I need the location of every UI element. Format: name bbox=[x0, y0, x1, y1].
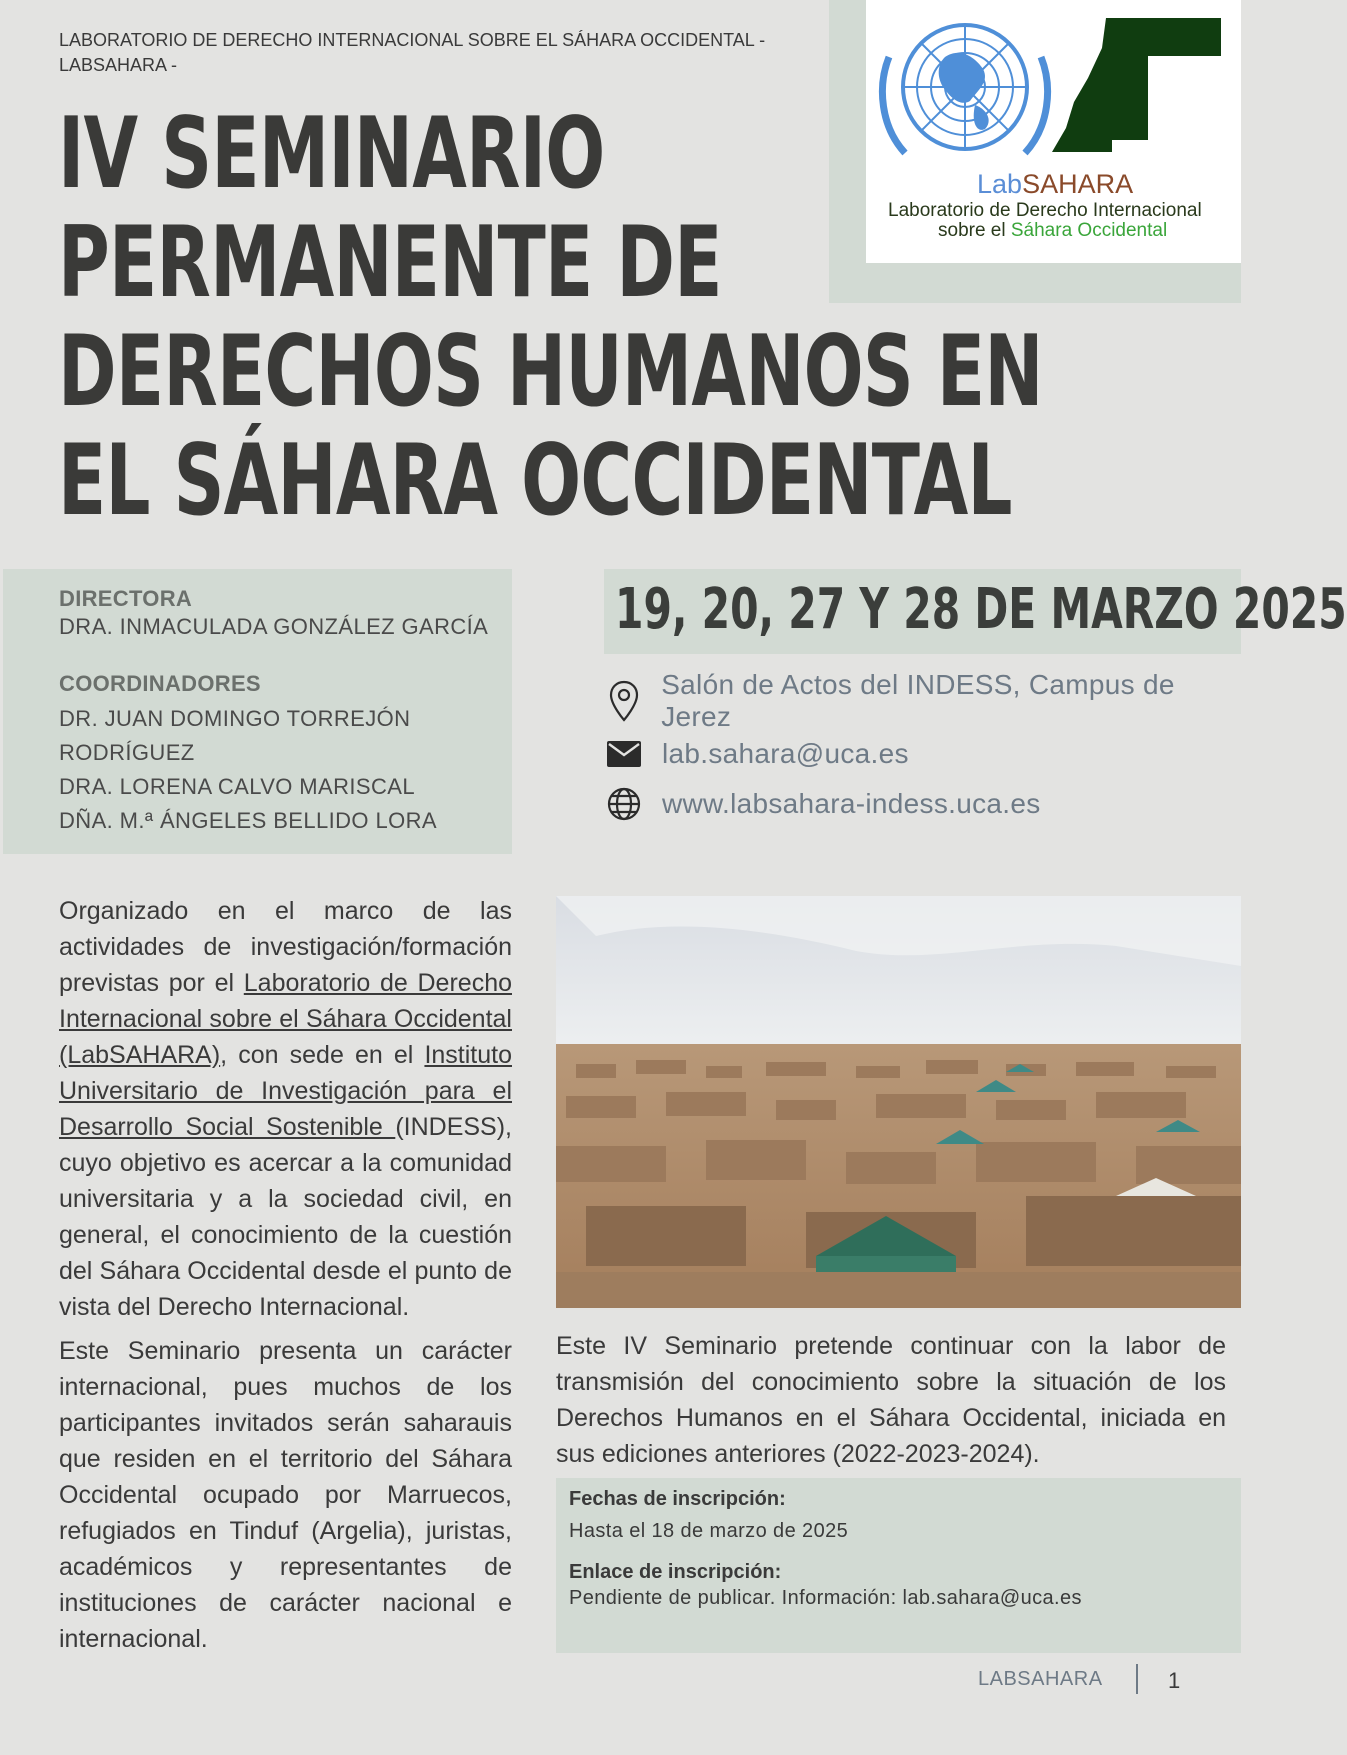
footer-label: LABSAHARA bbox=[978, 1668, 1103, 1690]
coordinators-list bbox=[59, 702, 437, 838]
email-link[interactable]: lab.sahara@uca.es bbox=[662, 738, 909, 769]
labsahara-link[interactable]: Laboratorio de Derecho Internacional sobre el Sáhara Occidental (LabSAHARA) bbox=[59, 969, 512, 1069]
intro-paragraph-1: Organizado en el marco de las actividades de investigación/formación previstas por el Laboratorio de Derecho Internacional sobre el Sáhara Occidental (LabSAHARA), con sede en el Instituto Universitario de Investigación para el Desarrollo Social Sostenible (INDESS), cuyo objetivo es acercar a la comunidad universitaria y a la sociedad civil, en general, el conocimiento de la cuestión del Sáhara Occidental desde el punto de vista del Derecho Internacional. bbox=[59, 897, 512, 1321]
title-line: PERMANENTE DE bbox=[58, 206, 722, 320]
un-emblem-map-icon bbox=[866, 0, 1241, 263]
indess-link[interactable]: Instituto Universitario de Investigación para el Desarrollo Social Sostenible bbox=[59, 1041, 512, 1141]
logo-line-1: Laboratorio de Derecho Internacional bbox=[888, 200, 1202, 221]
website-link[interactable]: www.labsahara-indess.uca.es bbox=[662, 788, 1041, 819]
registration-dates-label: Fechas de inscripción: bbox=[569, 1488, 786, 1510]
event-dates: 19, 20, 27 Y 28 DE MARZO 2025 bbox=[615, 577, 1347, 642]
envelope-icon bbox=[604, 732, 644, 776]
location-text: Salón de Actos del INDESS, Campus de Jerez bbox=[661, 669, 1175, 732]
intro-paragraph-2: Este Seminario presenta un carácter internacional, pues muchos de los participantes invitados serán saharauis que residen en el territorio del Sáhara Occidental ocupado por Marruecos, refugiados en Tinduf (Argelia), juristas, académicos y representantes de instituciones de carácter nacional e internacional. bbox=[59, 1337, 512, 1653]
location-row bbox=[604, 669, 1241, 732]
title-line: EL SÁHARA OCCIDENTAL bbox=[58, 424, 1012, 538]
website-row bbox=[604, 782, 1041, 826]
director-label: DIRECTORA bbox=[59, 586, 193, 611]
coordinators-label: COORDINADORES bbox=[59, 671, 261, 696]
registration-link-value: Pendiente de publicar. Información: lab.sahara@uca.es bbox=[569, 1587, 1082, 1609]
intro-text bbox=[59, 893, 512, 1665]
event-dates-banner bbox=[604, 569, 1347, 654]
registration-link-label: Enlace de inscripción: bbox=[569, 1561, 782, 1583]
labsahara-logo bbox=[866, 0, 1241, 263]
registration-dates-value: Hasta el 18 de marzo de 2025 bbox=[569, 1520, 849, 1542]
logo-wordmark: LabSAHARA bbox=[977, 169, 1134, 199]
footer-divider bbox=[1136, 1664, 1138, 1694]
director-name: DRA. INMACULADA GONZÁLEZ GARCÍA bbox=[59, 614, 489, 639]
seminar-purpose-text: Este IV Seminario pretende continuar con la labor de transmisión del conocimiento sobre la situación de los Derechos Humanos en el Sáhara Occidental, iniciada en sus ediciones anteriores (2022-2023-2024). bbox=[556, 1332, 1226, 1468]
coordinator-line: DÑA. M.ª ÁNGELES BELLIDO LORA bbox=[59, 808, 437, 833]
globe-icon bbox=[604, 782, 644, 826]
header-kicker: LABORATORIO DE DERECHO INTERNACIONAL SOBRE EL SÁHARA OCCIDENTAL - LABSAHARA - bbox=[59, 30, 766, 75]
refugee-camp-photo bbox=[556, 896, 1241, 1308]
location-pin-icon bbox=[604, 679, 643, 723]
credits-box bbox=[3, 569, 512, 854]
logo-line-2: sobre el Sáhara Occidental bbox=[938, 220, 1168, 241]
email-row bbox=[604, 732, 909, 776]
page-number: 1 bbox=[1168, 1668, 1181, 1693]
coordinator-line: DRA. LORENA CALVO MARISCAL bbox=[59, 774, 415, 799]
registration-box bbox=[556, 1478, 1241, 1653]
page-title bbox=[58, 97, 1043, 538]
title-line: DERECHOS HUMANOS EN bbox=[58, 315, 1043, 429]
coordinator-line: DR. JUAN DOMINGO TORREJÓN bbox=[59, 706, 411, 731]
title-line: IV SEMINARIO bbox=[58, 97, 605, 211]
coordinator-line: RODRÍGUEZ bbox=[59, 740, 195, 765]
